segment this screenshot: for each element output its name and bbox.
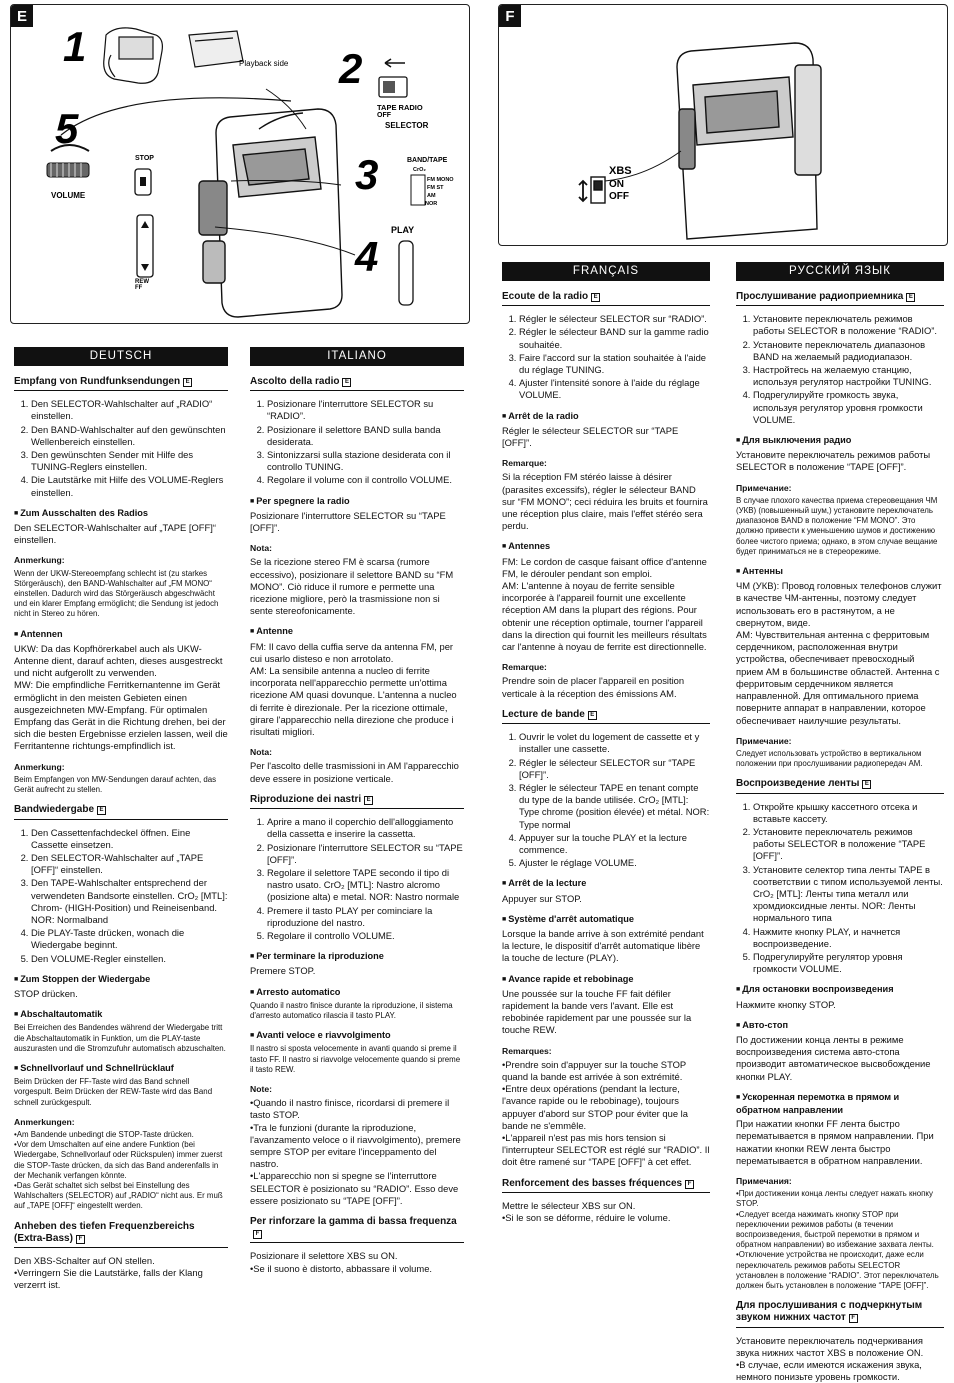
figure-e: [10, 4, 470, 324]
subheading-antennas: ■ Antennen: [14, 628, 228, 641]
lang-header-deutsch: DEUTSCH: [14, 347, 228, 366]
column-italiano: ITALIANO Ascolto della radio E 1. Posizionare l'interruttore SELECTOR su “RADIO”. 2. Posizionare il selettore BAND sulla banda desiderata. 3. Sintonizzarsi sulla stazione desiderata con il controllo TUNING. 4. Regolare il volume con il controllo VOLUME. ■ Per spegnere la radio Posizionare l'interruttore SELECTOR su “TAPE [OFF]”. Nota: Se la ricezione stereo FM è scarsa (rumore eccessivo), posizionare il selettore BAND su “FM MONO”. Ciò riduce il rumore e permette una ricezione migliore, però la trasmissione non si sente stereofonicamente. ■ Antenne FM: Il cavo della cuffia serve da antenna FM, per cui usarlo disteso e non arrotolato. AM: La sensibile antenna a nucleo di ferrite incorporata nell'apparecchio permette un'ottima ricezione AM quasi dovunque. L'antenna a nucleo di ferrite è direzionale. Per la ricezione ottimale, girare l'apparecchio nella direzione che produce i risultati migliori. Nota: Per l'ascolto delle trasmissioni in AM l'apparecchio deve essere in posizione verticale. Riproduzione dei nastri E 1. Aprire a mano il coperchio dell'alloggiamento della cassetta e inserire la cassetta. 2. Posizionare l'interruttore SELECTOR su “TAPE [OFF]”. 3. Regolare il selettore TAPE secondo il tipo di nastro usato. CrO₂ [MTL]: Nastro alcromo (posizione alta) e metal. NOR: Nastro normale 4. Premere il tasto PLAY per cominciare la riproduzione del nastro. 5. Regolare il controllo VOLUME. ■ Per terminare la riproduzione Premere STOP. ■ Arresto automatico Quando il nastro finisce durante la riproduzione, il sistema d'arresto automatico rilascia il tasto PLAY. ■ Avanti veloce e riavvolgimento Il nastro si sposta velocemente in avanti quando si preme il tasto FF. Il nastro si riavvolge velocemente quando si preme il tasto REW. Note: •Quando il nastro finisce, ricordarsi di premere il tasto STOP. •Tra le funzioni (durante la riproduzione, l'avanzamento veloce o il riavvolgimento), premere sempre STOP per evitare l'inceppamento del nastro. •L'apparecchio non si spegne se l'interruttore SELECTOR è posizionato su “RADIO”. Esso deve essere posizionato su “TAPE [OFF]”. Per rinforzare la gamma di bassa frequenzaF Posizionare il selettore XBS su ON. •Se il suono è distorto, abbassare il volume.: [250, 347, 464, 1275]
volume-label: VOLUME: [51, 191, 86, 200]
callout-4: 4: [355, 233, 379, 280]
column-russian: РУССКИЙ ЯЗЫК Прослушивание радиоприемника E 1. Установите переключатель режимов работы SELECTOR в положение “RADIO”. 2. Установите переключатель диапазонов BAND на желаемый радиодиапазон. 3. Настройтесь на желаемую станцию, используя регулятор настройки TUNING. 4. Подрегулируйте громкость звука, используя регулятор уровня громкости VOLUME. ■ Для выключения радио Установите переключатель режимов работы SELECTOR в положение “TAPE [OFF]”. Примечание: В случае плохого качества приема стереовещания ЧМ (УКВ) (повышенный шум,) установите переключатель диапазонов BAND в положение “FM MONO”. Это должно привести к уменьшению шумов и достижению более чистого приема; однако, в этом случае вещание будет приниматься не в стереорежиме. ■ Антенны ЧМ (УКВ): Провод головных телефонов служит в качестве ЧМ-антенны, поэтому следует использовать его в растянутом, а не свернутом, виде. AM: Чувствительная антенна с ферритовым сердечником, расположенная внутри устройства, обеспечивает превосходный прием AM в большинстве областей. Антенна с ферритовым сердечником является направленной. Для оптимального приема поверните аппарат в направлении, которое обеспечивает наилучшие результаты. Примечание: Следует использовать устройство в вертикальном положении при прослушивании радиопередач AM. Воспроизведение ленты E 1. Откройте крышку кассетного отсека и вставьте кассету. 2. Установите переключатель режимов работы SELECTOR в положение “TAPE [OFF]”. 3. Установите селектор типа ленты TAPE в соответствии с типом используемой ленты. CrO₂ [MTL]: Ленты типа металл или хромдиоксидные ленты. NOR: Ленты нормального типа 4. Нажмите кнопку PLAY, и начнется воспроизведение. 5. Подрегулируйте регулятор уровня громкости VOLUME. ■ Для остановки воспроизведения Нажмите кнопку STOP. ■ Авто-стоп По достижении конца ленты в режиме воспроизведения система авто-стопа производит автоматическое высвобождение кнопки PLAY. ■ Ускоренная перемотка в прямом и обратном направлении При нажатии кнопки FF лента быстро перематывается в прямом направлении. При нажатии кнопки REW лента быстро перематывается в обратном направлении. Примечания: •При достижении конца ленты следует нажать кнопку STOP. •Следует всегда нажимать кнопку STOP при переключении режимов работы (в течении воспроизведения, быстрой перемотки в прямом и обратном направлении) во избежание захвата ленты. •Отключение устройства не происходит, даже если переключатель режимов работы SELECTOR установлен в положение “RADIO”. Этот переключатель должен быть установлен в положение “TAPE [OFF]”. Для прослушивания с подчеркнутым звуком нижних частот F Установите переключатель подчеркивания звука нижних частот XBS в положение ON. •В случае, если имеются искажения звука, немного понизьте уровень громкости.: [736, 262, 944, 1383]
band-tape-label: BAND/TAPE: [407, 157, 448, 164]
band-opt-fm-st: FM ST: [427, 185, 444, 191]
subheading-radio-off: ■ Zum Ausschalten des Radios: [14, 507, 228, 520]
steps-radio: 1. Den SELECTOR-Wahlschalter auf „RADIO“ einstellen. 2. Den BAND-Wahlschalter auf den gewünschten Wellenbereich einstellen. 3. Den gewünschten Sender mit Hilfe des TUNING-Reglers einstellen. 4. Die Lautstärke mit Hilfe des VOLUME-Reglers einstellen.: [14, 398, 228, 499]
column-francais: FRANÇAIS Ecoute de la radio E 1. Régler le sélecteur SELECTOR sur “RADIO”. 2. Régler le sélecteur BAND sur la gamme radio souhaitée. 3. Faire l'accord sur la station souhaitée à l'aide du réglage TUNING. 4. Ajuster l'intensité sonore à l'aide du réglage VOLUME. ■ Arrêt de la radio Régler le sélecteur SELECTOR sur “TAPE [OFF]”. Remarque: Si la réception FM stéréo laisse à désirer (parasites excessifs), régler le sélecteur BAND sur “FM MONO”; ceci réduira les bruits et fournira une réception plus claire, mais l'effet stéréo sera perdu. ■ Antennes FM: Le cordon de casque faisant office d'antenne FM, le dérouler pendant son emploi. AM: L'antenne à noyau de ferrite sensible incorporée à l'appareil fournit une excellente réception AM dans la plupart des régions. Pour obtenir une réception optimale, tourner l'appareil dans la direction qui fournit les meilleurs résultats car l'antenne à noyau de ferrite est directionnelle. Remarque: Prendre soin de placer l'appareil en position verticale à la réception des émissions AM. Lecture de bande E 1. Ouvrir le volet du logement de cassette et y installer une cassette. 2. Régler le sélecteur SELECTOR sur “TAPE [OFF]”. 3. Régler le sélecteur TAPE en tenant compte du type de la bande utilisée. CrO₂ [MTL]: Type chrome (position élevée) et métal. NOR: Type normal 4. Appuyer sur la touche PLAY et la lecture commence. 5. Ajuster le réglage VOLUME. ■ Arrêt de la lecture Appuyer sur STOP. ■ Système d'arrêt automatique Lorsque la bande arrive à son extrémité pendant la lecture, le dispositif d'arrêt automatique libère la touche de lecture (PLAY). ■ Avance rapide et rebobinage Une poussée sur la touche FF fait défiler rapidement la bande vers l'avant. Elle est rebobinée rapidement par une poussée sur la touche REW. Remarques: •Prendre soin d'appuyer sur la touche STOP quand la bande est arrivée à son extrémité. •Entre deux opérations (pendant la lecture, l'avance rapide ou le rebobinage), toujours appuyer d'abord sur STOP pour éviter que la bande ne s'emmêle. •L'appareil n'est pas mis hors tension si l'interrupteur SELECTOR est réglé sur “RADIO”. Il doit être ramené sur “TAPE [OFF]” à cet effet. Renforcement des basses fréquences F Mettre le sélecteur XBS sur ON. •Si le son se déforme, réduire le volume.: [502, 262, 710, 1224]
figure-f: [498, 4, 948, 246]
player-body: [199, 109, 342, 317]
callout-5: 5: [55, 105, 79, 152]
playback-side-label: Playback side: [239, 59, 289, 68]
steps-tape: 1. Den Cassettenfachdeckel öffnen. Eine Cassette einsetzen. 2. Den SELECTOR-Wahlschalter auf „TAPE [OFF]“ einstellen. 3. Den TAPE-Wahlschalter entsprechend der verwendeten Bandsorte einstellen. CrO₂ [MTL]: Chrom- (HIGH-Position) und Reineisenband. NOR: Normalband 4. Die PLAY-Taste drücken, wonach die Wiedergabe beginnt. 5. Den VOLUME-Regler einstellen.: [14, 827, 228, 965]
play-label: PLAY: [391, 225, 415, 235]
figure-f-label: F: [499, 5, 521, 27]
tape-radio-label: TAPE RADIO: [377, 103, 423, 112]
xbs-on-label: ON: [609, 179, 624, 190]
cassette-lid-open: [189, 31, 243, 67]
lang-header-italiano: ITALIANO: [250, 347, 464, 366]
heading-radio: Empfang von Rundfunksendungen E: [14, 376, 228, 391]
xbs-illustration: [499, 5, 947, 245]
insert-cassette-hand: [104, 28, 163, 83]
band-opt-am: AM: [427, 193, 436, 199]
figure-e-label: E: [11, 5, 33, 27]
band-opt-fm-mono: FM MONO: [427, 177, 454, 183]
heading-tape: Bandwiedergabe E: [14, 804, 228, 819]
selector-label: SELECTOR: [385, 121, 429, 130]
lang-header-russian: РУССКИЙ ЯЗЫК: [736, 262, 944, 281]
play-button-illustration: [399, 241, 413, 305]
heading-xbs: Anheben des tiefen Frequenzbereichs (Extra-Bass) F: [14, 1221, 228, 1248]
callout-3: 3: [355, 151, 379, 198]
band-opt-nor: NOR: [425, 201, 438, 207]
band-tape-switch-illustration: [411, 175, 425, 205]
lang-header-francais: FRANÇAIS: [502, 262, 710, 281]
rew-ff-label: REW FF: [135, 279, 149, 291]
band-opt-cro2: CrO₂: [413, 167, 426, 173]
xbs-off-label: OFF: [609, 191, 629, 202]
off-label: OFF: [377, 112, 391, 119]
callout-1: 1: [63, 23, 87, 70]
column-deutsch: DEUTSCH Empfang von Rundfunksendungen E 1. Den SELECTOR-Wahlschalter auf „RADIO“ einstellen. 2. Den BAND-Wahlschalter auf den gewünschten Wellenbereich einstellen. 3. Den gewünschten Sender mit Hilfe des TUNING-Reglers einstellen. 4. Die Lautstärke mit Hilfe des VOLUME-Reglers einstellen. ■ Zum Ausschalten des Radios Den SELECTOR-Wahlschalter auf „TAPE [OFF]“ einstellen. Anmerkung: Wenn der UKW-Stereoempfang schlecht ist (zu starkes Störgeräusch), den BAND-Wahlschalter auf „FM MONO“ einstellen. Dadurch wird das Störgeräusch abgeschwächt und ein klarer Empfang ermöglicht; die Sendung ist jedoch nicht in Stereo zu hören. ■ Antennen UKW: Da das Kopfhörerkabel auch als UKW-Antenne dient, darauf achten, dieses ausgestreckt und nicht aufgerollt zu verwenden. MW: Die empfindliche Ferritkernantenne im Gerät ermöglicht in den meisten Gebieten einen ausgezeichneten MW-Empfang. Für optimalen Empfang das Gerät in die Richtung drehen, bei der sich die besten Ergebnisse erzielen lassen, weil die Ferritantenne richtungs-empfindlich ist. Anmerkung: Beim Empfangen von MW-Sendungen darauf achten, das Gerät aufrecht zu stellen. Bandwiedergabe E 1. Den Cassettenfachdeckel öffnen. Eine Cassette einsetzen. 2. Den SELECTOR-Wahlschalter auf „TAPE [OFF]“ einstellen. 3. Den TAPE-Wahlschalter entsprechend der verwendeten Bandsorte einstellen. CrO₂ [MTL]: Chrom- (HIGH-Position) und Reineisenband. NOR: Normalband 4. Die PLAY-Taste drücken, wonach die Wiedergabe beginnt. 5. Den VOLUME-Regler einstellen. ■ Zum Stoppen der Wiedergabe STOP drücken. ■ Abschaltautomatik Bei Erreichen des Bandendes während der Wiedergabe tritt die Abschaltautomatik in Funktion, um die PLAY-taste auszurasten und die Stromzufuhr automatisch abzuschalten. ■ Schnellvorlauf und Schnellrücklauf Beim Drücken der FF-Taste wird das Band schnell vorgespult. Beim Drücken der REW-Taste wird das Band schnell zurückgespult. Anmerkungen: •Am Bandende unbedingt die STOP-Taste drücken. •Vor dem Umschalten auf eine andere Funktion (bei Wiedergabe, Schnellvorlauf oder Rückspulen) immer zuerst die STOP-Taste drücken, da sich das Band anderenfalls in der Mechanik verfangen könnte. •Das Gerät schaltet sich selbst bei Einstellung des Wahlschalters (SELECTOR) auf „RADIO“ nicht aus. Er muß auf „TAPE [OFF]“ eingestellt werden. Anheben des tiefen Frequenzbereichs (Extra-Bass) F Den XBS-Schalter auf ON stellen. •Verringern Sie die Lautstärke, falls der Klang verzerrt ist.: [14, 347, 228, 1292]
xbs-label: XBS: [609, 165, 632, 177]
stop-label: STOP: [135, 155, 154, 162]
callout-2: 2: [339, 45, 363, 92]
